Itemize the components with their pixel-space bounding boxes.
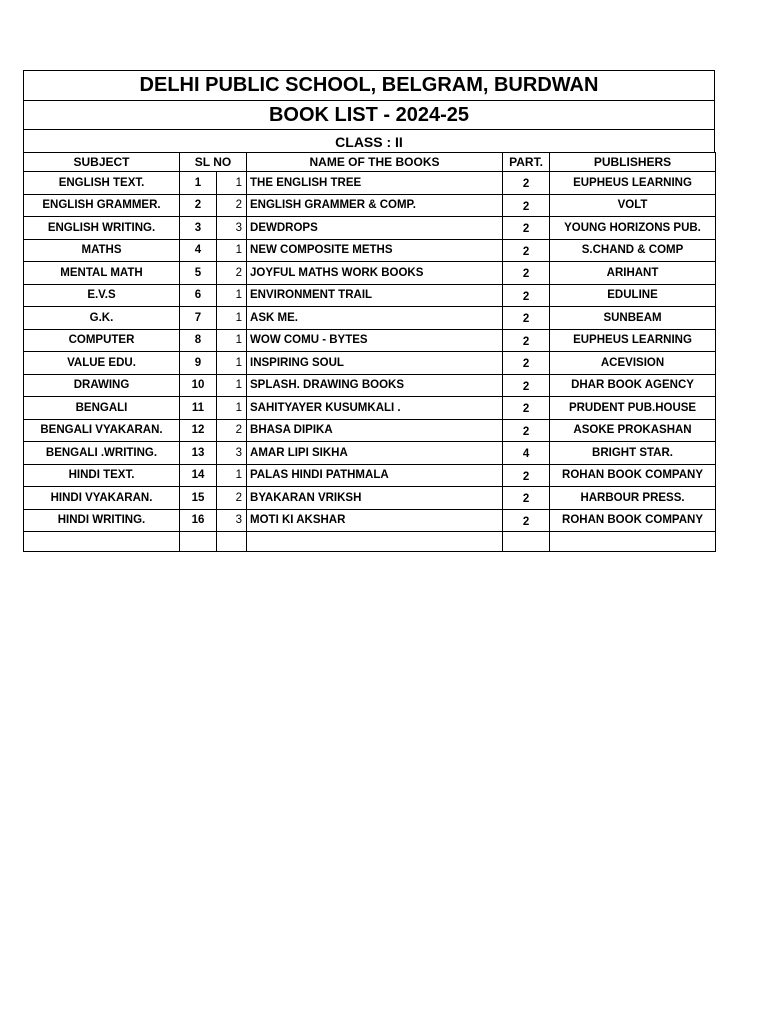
cell-publisher: PRUDENT PUB.HOUSE: [550, 397, 716, 420]
cell-part: 2: [503, 419, 550, 442]
cell-publisher: ROHAN BOOK COMPANY: [550, 509, 716, 532]
cell-publisher: BRIGHT STAR.: [550, 442, 716, 465]
cell-part: 2: [503, 509, 550, 532]
cell-part: 2: [503, 464, 550, 487]
school-name: DELHI PUBLIC SCHOOL, BELGRAM, BURDWAN: [23, 70, 715, 100]
cell-sub-sl-no: 1: [217, 239, 247, 262]
cell-book-name: THE ENGLISH TREE: [247, 172, 503, 195]
cell-part: 2: [503, 262, 550, 285]
cell-part: 2: [503, 397, 550, 420]
table-row: [24, 419, 716, 442]
cell-subject: E.V.S: [24, 284, 180, 307]
cell-publisher: ASOKE PROKASHAN: [550, 419, 716, 442]
cell-subject: G.K.: [24, 307, 180, 330]
table-row: [24, 352, 716, 375]
cell-part: 2: [503, 217, 550, 240]
cell-sub-sl-no: 1: [217, 464, 247, 487]
cell-book-name: SPLASH. DRAWING BOOKS: [247, 374, 503, 397]
table-row: [24, 464, 716, 487]
cell-sub-sl-no: 3: [217, 442, 247, 465]
cell-publisher: HARBOUR PRESS.: [550, 487, 716, 510]
cell-book-name: ENVIRONMENT TRAIL: [247, 284, 503, 307]
cell-empty: [24, 532, 180, 552]
cell-publisher: VOLT: [550, 194, 716, 217]
cell-part: 4: [503, 442, 550, 465]
book-table: [23, 152, 716, 552]
col-subject: SUBJECT: [24, 153, 180, 172]
cell-publisher: ARIHANT: [550, 262, 716, 285]
cell-book-name: WOW COMU - BYTES: [247, 329, 503, 352]
cell-sub-sl-no: 2: [217, 419, 247, 442]
cell-book-name: BHASA DIPIKA: [247, 419, 503, 442]
cell-publisher: EUPHEUS LEARNING: [550, 172, 716, 195]
table-row: [24, 397, 716, 420]
cell-publisher: EUPHEUS LEARNING: [550, 329, 716, 352]
cell-subject: HINDI TEXT.: [24, 464, 180, 487]
col-sl-no: SL NO: [180, 153, 247, 172]
cell-sub-sl-no: 1: [217, 307, 247, 330]
cell-sub-sl-no: 1: [217, 397, 247, 420]
cell-sl-no: 8: [180, 329, 217, 352]
table-row-empty: [24, 532, 716, 552]
cell-part: 2: [503, 239, 550, 262]
cell-subject: ENGLISH WRITING.: [24, 217, 180, 240]
table-row: [24, 442, 716, 465]
cell-sub-sl-no: 3: [217, 217, 247, 240]
cell-sl-no: 7: [180, 307, 217, 330]
table-row: [24, 284, 716, 307]
cell-part: 2: [503, 487, 550, 510]
cell-part: 2: [503, 307, 550, 330]
cell-empty: [503, 532, 550, 552]
cell-sl-no: 13: [180, 442, 217, 465]
col-book-name: NAME OF THE BOOKS: [247, 153, 503, 172]
cell-book-name: NEW COMPOSITE METHS: [247, 239, 503, 262]
cell-sl-no: 10: [180, 374, 217, 397]
table-row: [24, 172, 716, 195]
cell-sub-sl-no: 1: [217, 172, 247, 195]
table-header-row: [24, 153, 716, 172]
cell-subject: MENTAL MATH: [24, 262, 180, 285]
cell-sub-sl-no: 2: [217, 262, 247, 285]
cell-publisher: ROHAN BOOK COMPANY: [550, 464, 716, 487]
cell-publisher: ACEVISION: [550, 352, 716, 375]
cell-subject: VALUE EDU.: [24, 352, 180, 375]
cell-book-name: PALAS HINDI PATHMALA: [247, 464, 503, 487]
cell-sub-sl-no: 2: [217, 194, 247, 217]
col-part: PART.: [503, 153, 550, 172]
cell-subject: HINDI WRITING.: [24, 509, 180, 532]
cell-subject: DRAWING: [24, 374, 180, 397]
cell-sl-no: 1: [180, 172, 217, 195]
table-row: [24, 329, 716, 352]
table-row: [24, 307, 716, 330]
cell-subject: BENGALI: [24, 397, 180, 420]
table-row: [24, 239, 716, 262]
cell-publisher: S.CHAND & COMP: [550, 239, 716, 262]
cell-empty: [180, 532, 217, 552]
cell-sub-sl-no: 1: [217, 352, 247, 375]
cell-publisher: SUNBEAM: [550, 307, 716, 330]
cell-book-name: JOYFUL MATHS WORK BOOKS: [247, 262, 503, 285]
cell-book-name: MOTI KI AKSHAR: [247, 509, 503, 532]
cell-sub-sl-no: 3: [217, 509, 247, 532]
cell-subject: ENGLISH TEXT.: [24, 172, 180, 195]
cell-sl-no: 15: [180, 487, 217, 510]
book-list-sheet: [23, 70, 715, 552]
cell-sl-no: 2: [180, 194, 217, 217]
cell-sl-no: 5: [180, 262, 217, 285]
cell-sub-sl-no: 2: [217, 487, 247, 510]
cell-part: 2: [503, 194, 550, 217]
table-row: [24, 487, 716, 510]
cell-publisher: YOUNG HORIZONS PUB.: [550, 217, 716, 240]
class-label: CLASS : II: [23, 129, 715, 152]
cell-book-name: SAHITYAYER KUSUMKALI .: [247, 397, 503, 420]
cell-empty: [550, 532, 716, 552]
cell-part: 2: [503, 172, 550, 195]
cell-sl-no: 9: [180, 352, 217, 375]
cell-book-name: DEWDROPS: [247, 217, 503, 240]
cell-sl-no: 12: [180, 419, 217, 442]
cell-empty: [247, 532, 503, 552]
cell-part: 2: [503, 284, 550, 307]
cell-part: 2: [503, 329, 550, 352]
cell-publisher: DHAR BOOK AGENCY: [550, 374, 716, 397]
cell-sub-sl-no: 1: [217, 329, 247, 352]
cell-sl-no: 11: [180, 397, 217, 420]
table-row: [24, 509, 716, 532]
cell-sl-no: 3: [180, 217, 217, 240]
cell-subject: HINDI VYAKARAN.: [24, 487, 180, 510]
cell-publisher: EDULINE: [550, 284, 716, 307]
col-publishers: PUBLISHERS: [550, 153, 716, 172]
cell-book-name: ASK ME.: [247, 307, 503, 330]
cell-subject: COMPUTER: [24, 329, 180, 352]
list-title: BOOK LIST - 2024-25: [23, 100, 715, 129]
cell-subject: MATHS: [24, 239, 180, 262]
cell-sub-sl-no: 1: [217, 374, 247, 397]
table-row: [24, 262, 716, 285]
cell-sl-no: 4: [180, 239, 217, 262]
table-body: [24, 172, 716, 552]
cell-subject: BENGALI .WRITING.: [24, 442, 180, 465]
cell-sl-no: 16: [180, 509, 217, 532]
cell-book-name: ENGLISH GRAMMER & COMP.: [247, 194, 503, 217]
table-row: [24, 194, 716, 217]
cell-book-name: INSPIRING SOUL: [247, 352, 503, 375]
cell-sl-no: 6: [180, 284, 217, 307]
cell-part: 2: [503, 374, 550, 397]
cell-subject: ENGLISH GRAMMER.: [24, 194, 180, 217]
cell-book-name: AMAR LIPI SIKHA: [247, 442, 503, 465]
cell-subject: BENGALI VYAKARAN.: [24, 419, 180, 442]
cell-part: 2: [503, 352, 550, 375]
table-row: [24, 374, 716, 397]
cell-empty: [217, 532, 247, 552]
cell-sub-sl-no: 1: [217, 284, 247, 307]
table-row: [24, 217, 716, 240]
cell-sl-no: 14: [180, 464, 217, 487]
cell-book-name: BYAKARAN VRIKSH: [247, 487, 503, 510]
